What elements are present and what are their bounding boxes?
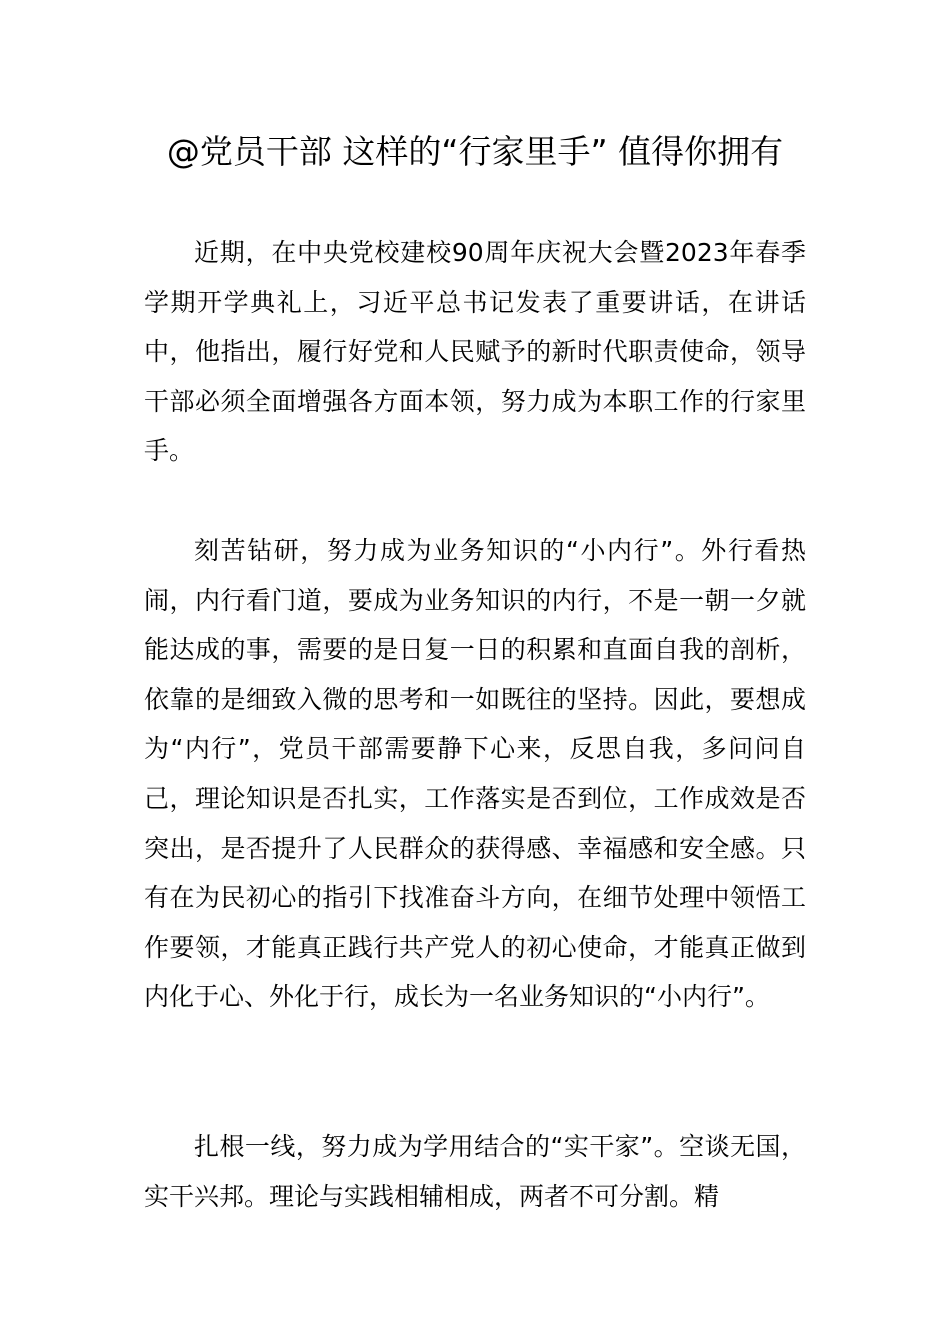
paragraph-expertise: 刻苦钻研，努力成为业务知识的“小内行”。外行看热闹，内行看门道，要成为业务知识的内行，不是一朝一夕就能达成的事，需要的是日复一日的积累和直面自我的剖析，依靠的是细致入微的思考和一如既往的坚持。因此，要想成为“内行”，党员干部需要静下心来，反思自我，多问问自己，理论知识是否扎实，工作落实是否到位，工作成效是否突出，是否提升了人民群众的获得感、幸福感和安全感。只有在为民初心的指引下找准奋斗方向，在细节处理中领悟工作要领，才能真正践行共产党人的初心使命，才能真正做到内化于心、外化于行，成长为一名业务知识的“小内行”。 bbox=[144, 536, 806, 1012]
paragraph-practice: 扎根一线，努力成为学用结合的“实干家”。空谈无国，实干兴邦。理论与实践相辅相成，两者不可分割。精 bbox=[144, 1132, 806, 1211]
paragraph-intro: 近期，在中央党校建校90周年庆祝大会暨2023年春季学期开学典礼上，习近平总书记发表了重要讲话，在讲话中，他指出，履行好党和人民赋予的新时代职责使命，领导干部必须全面增强各方面本领，努力成为本职工作的行家里手。 bbox=[144, 238, 806, 466]
document-title: @党员干部 这样的“行家里手” 值得你拥有 bbox=[166, 132, 784, 171]
